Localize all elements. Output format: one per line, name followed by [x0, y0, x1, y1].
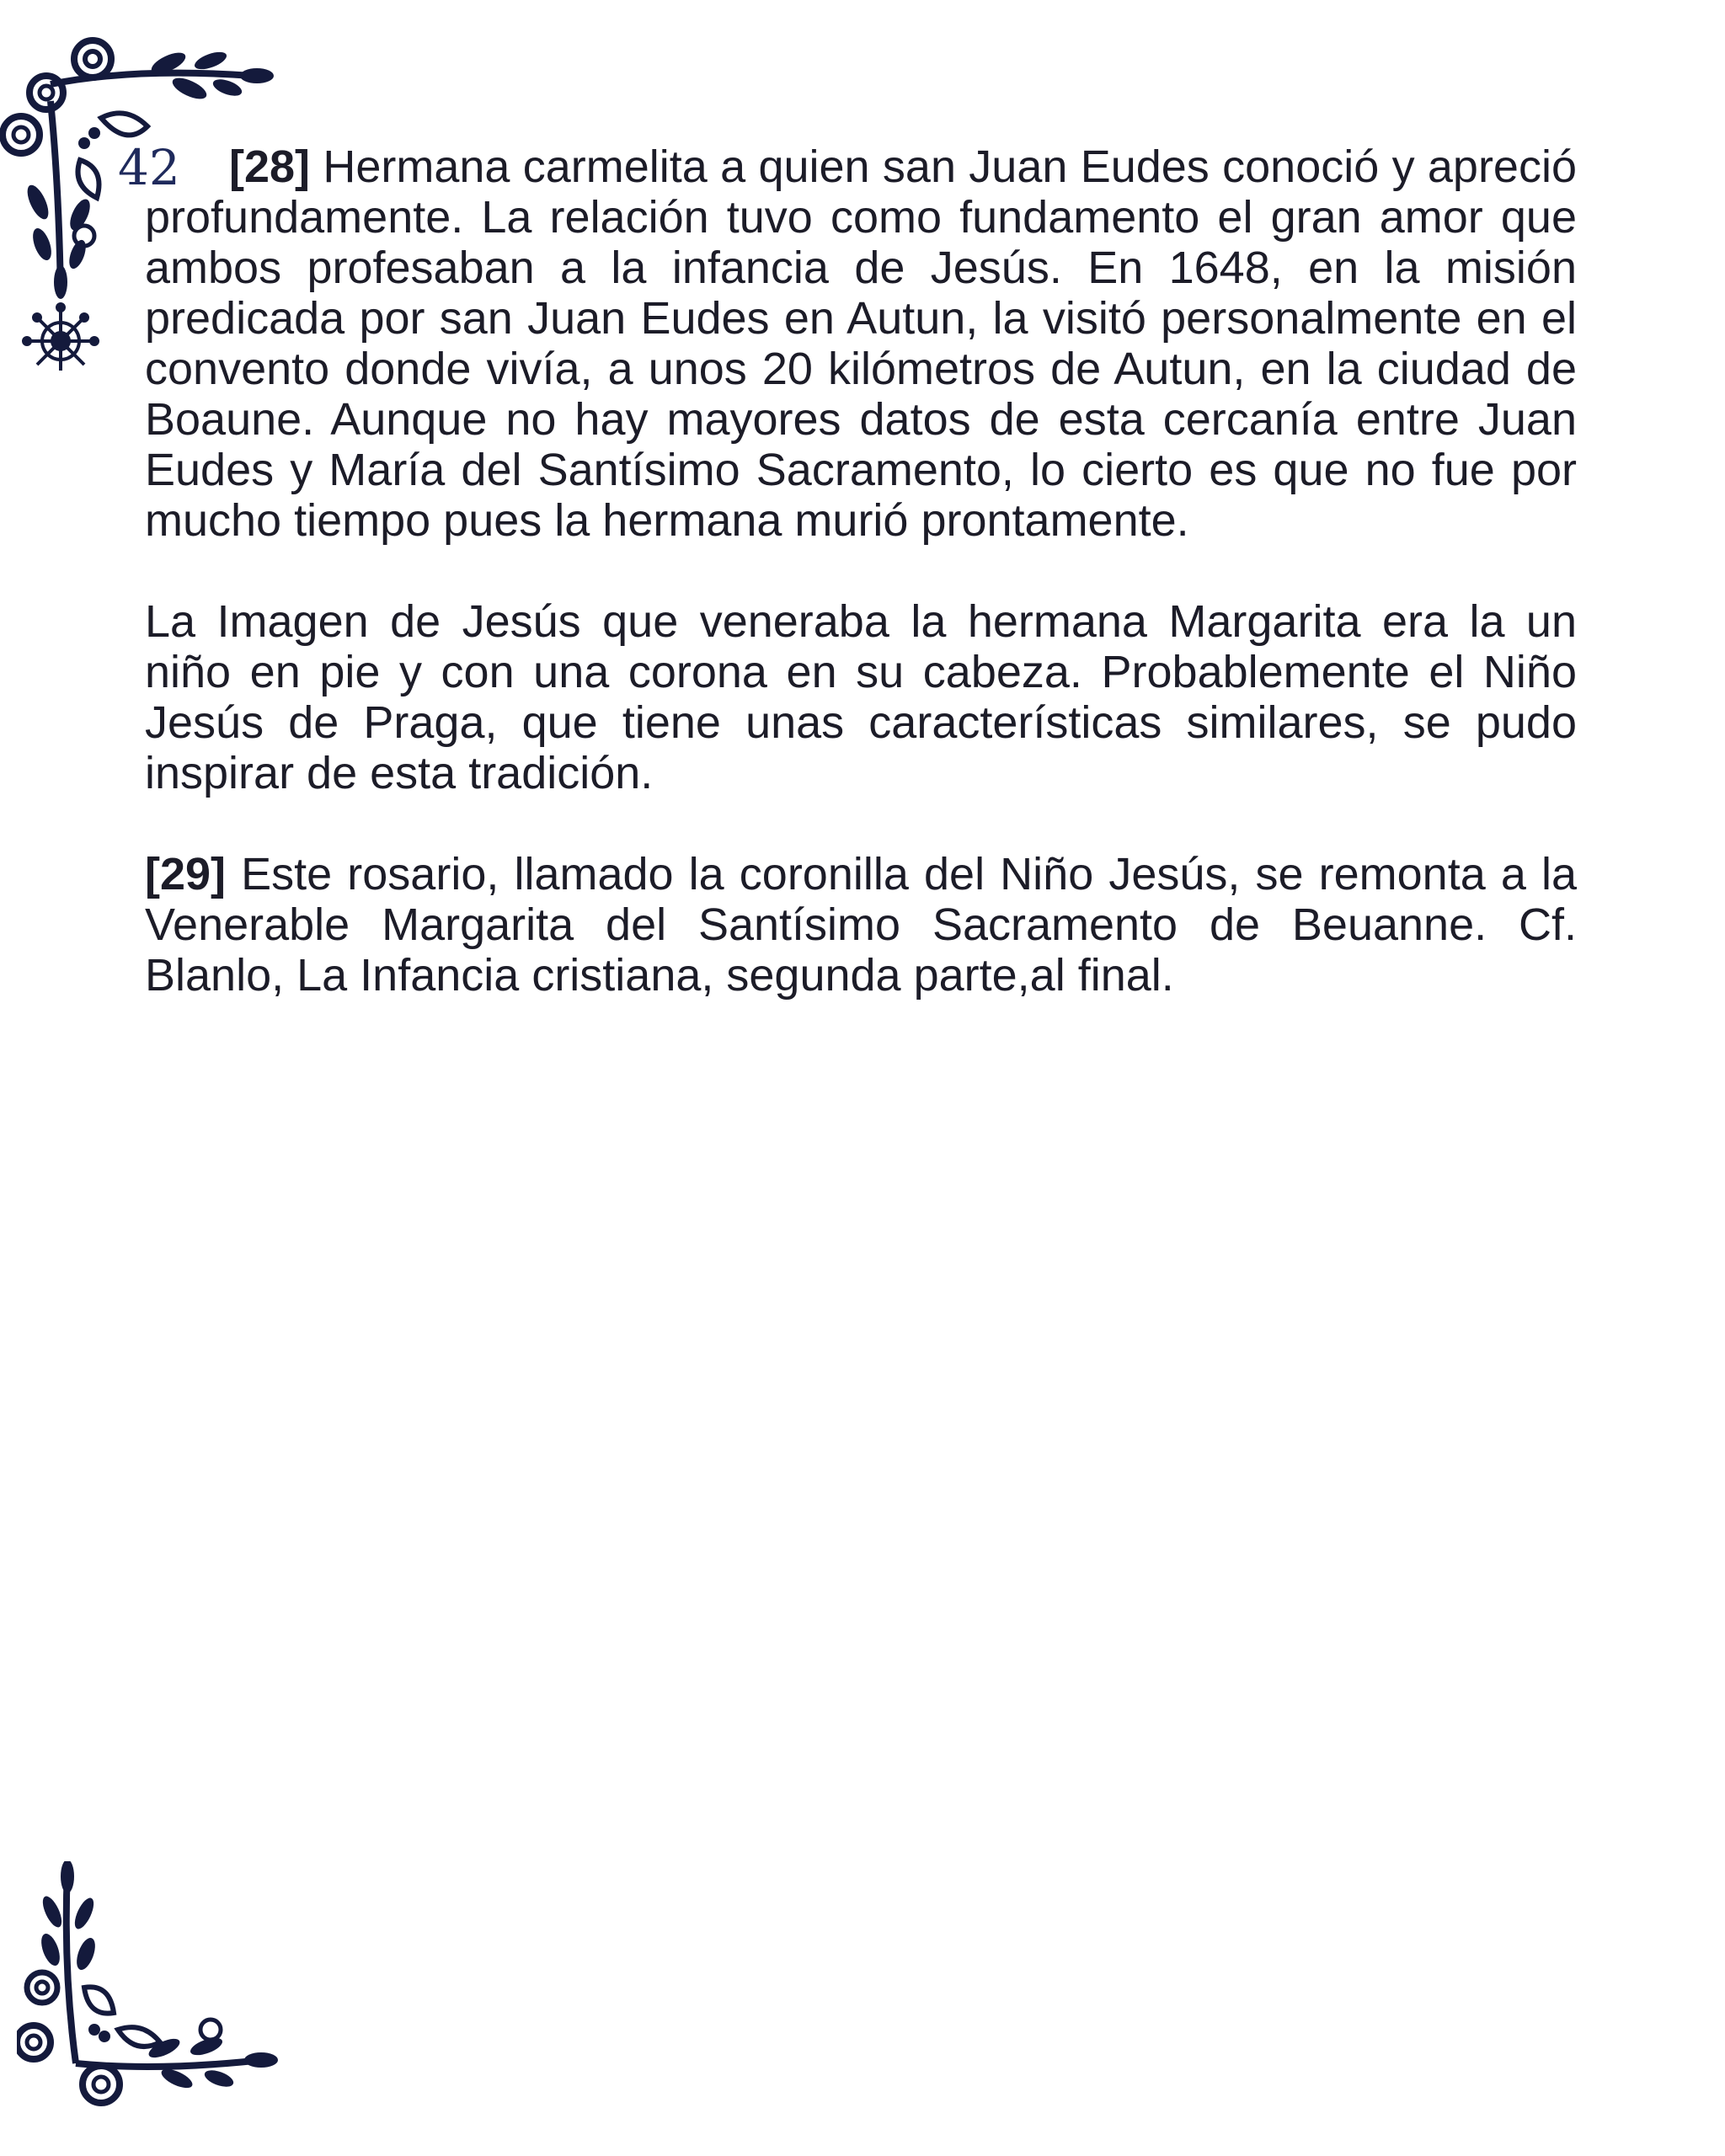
note-29: [145, 849, 1577, 1001]
note-28-ref: [28]: [229, 141, 311, 192]
note-29-ref: [29]: [145, 849, 227, 899]
page-number: 42: [118, 139, 180, 196]
snowflake-icon: [24, 304, 98, 371]
note-29-text: Este rosario, llamado la coronilla del Niño Jesús, se remonta a la Venerable Margarita del Santísimo Sacramento de Beuanne. Cf. Blanlo, La Infancia cristiana, segunda parte,al final.: [145, 849, 1577, 1001]
note-28: [145, 141, 1577, 546]
note-28-text: Hermana carmelita a quien san Juan Eudes conoció y apreció profundamente. La relación tuvo como fundamento el gran amor que ambos profesaban a la infancia de Jesús. En 1648, en la misión predicada por san Juan Eudes en Autun, la visitó personalmente en el convento donde vivía, a unos 20 kilómetros de Autun, en la ciudad de Boaune. Aunque no hay mayores datos de esta cercanía entre Juan Eudes y María del Santísimo Sacramento, lo cierto es que no fue por mucho tiempo pues la hermana murió prontamente.: [145, 141, 1577, 546]
footnotes: [145, 141, 1577, 1051]
floral-corner-ornament-icon: [17, 1861, 278, 2114]
note-28-continuation: La Imagen de Jesús que veneraba la hermana Margarita era la un niño en pie y con una corona en su cabeza. Probablemente el Niño Jesús de Praga, que tiene unas características similares, se pudo inspirar de esta tradición.: [145, 596, 1577, 798]
